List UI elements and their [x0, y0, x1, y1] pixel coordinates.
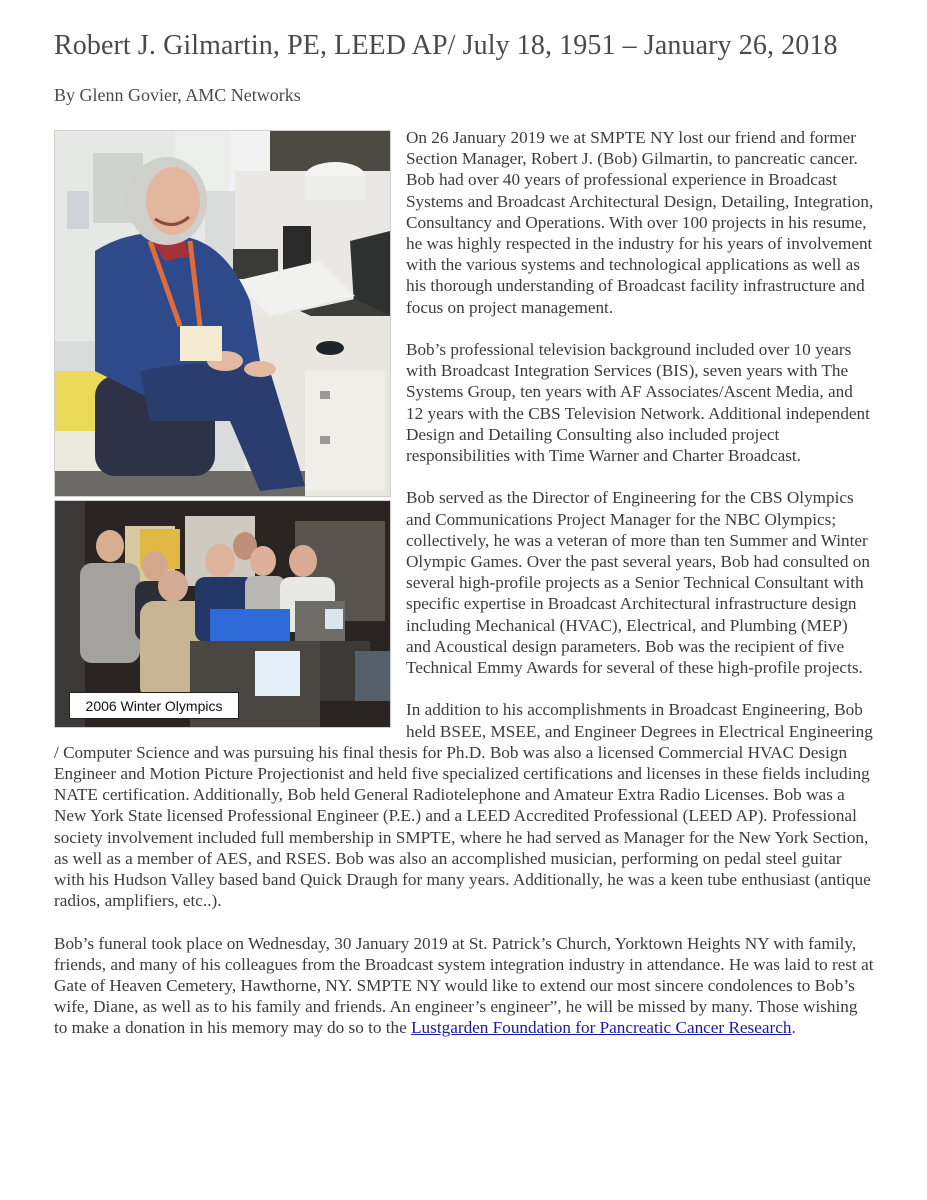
photo-caption: 2006 Winter Olympics — [69, 692, 239, 719]
article-body — [54, 127, 874, 1060]
article-byline: By Glenn Govier, AMC Networks — [54, 85, 301, 105]
paragraph-olympics: Bob served as the Director of Engineering for the CBS Olympics and Communications Project Manager for the NBC Olympics; collectively, he was a veteran of more than ten Summer and Winter Olympic Games. Over the past several years, Bob had consulted on several high-profile projects as a Senior Technical Consultant with specific expertise in Broadcast Architectural infrastructure design including Mechanical (HVAC), Electrical, and Plumbing (MEP) and Acoustical design parameters. Bob was the recipient of five Technical Emmy Awards for several of these high-profile projects. — [406, 488, 870, 678]
team-photo — [54, 500, 391, 728]
paragraph-funeral — [54, 933, 874, 1039]
paragraph-credentials: In addition to his accomplishments in Broadcast Engineering, Bob held BSEE, MSEE, and Engineer Degrees in Electrical Engineering / Computer Science and was pursuing his final thesis for Ph.D. Bob was also a licensed Commercial HVAC Design Engineer and Motion Picture Projectionist and held five specialized certifications and licenses in these fields including NATE certification. Additionally, Bob held General Radiotelephone and Amateur Extra Radio Licenses. Bob was a New York State licensed Professional Engineer (P.E.) and a LEED Accredited Professional (LEED AP). Professional society involvement included full membership in SMPTE, where he had served as Manager for the New York Section, as well as a member of AES, and RSES. Bob was also an accomplished musician, performing on pedal steel guitar with his Hudson Valley based band Quick Draugh for many years. Additionally, he was a keen tube enthusiast (antique radios, amplifiers, etc..). — [54, 700, 873, 911]
donation-link[interactable]: Lustgarden Foundation for Pancreatic Cancer Research — [411, 1018, 792, 1038]
paragraph-career: Bob’s professional television background included over 10 years with Broadcast Integration Services (BIS), seven years with The Systems Group, ten years with AF Associates/Ascent Media, and 12 years with the CBS Television Network. Additional independent Design and Detailing Consulting also included project responsibilities with Time Warner and Charter Broadcast. — [406, 340, 870, 466]
funeral-text: Bob’s funeral took place on Wednesday, 30 January 2019 at St. Patrick’s Church, Yorktown Heights NY with family, friends, and many of his colleagues from the Broadcast system integration industry in attendance. He was laid to rest at Gate of Heaven Cemetery, Hawthorne, NY. SMPTE NY would like to extend our most sincere condolences to Bob’s wife, Diane, as well as to his family and friends. An engineer’s engineer”, he will be missed by many. Those wishing to make a donation in his memory may do so to the — [54, 933, 874, 1038]
paragraph-intro: On 26 January 2019 we at SMPTE NY lost our friend and former Section Manager, Robert J. (Bob) Gilmartin, to pancreatic cancer. Bob had over 40 years of professional experience in Broadcast Systems and Broadcast Architectural Design, Detailing, Integration, Consultancy and Operations. With over 100 projects in his resume, he was highly respected in the industry for his years of involvement with the various systems and technological applications as well as his thorough understanding of Broadcast facility infrastructure and focus on project management. — [406, 128, 874, 317]
article-title: Robert J. Gilmartin, PE, LEED AP/ July 18, 1951 – January 26, 2018 — [54, 30, 838, 61]
photo-column — [54, 130, 390, 728]
closing-period: . — [791, 1018, 796, 1038]
portrait-photo — [54, 130, 391, 497]
portrait-photo-illustration — [55, 131, 390, 496]
